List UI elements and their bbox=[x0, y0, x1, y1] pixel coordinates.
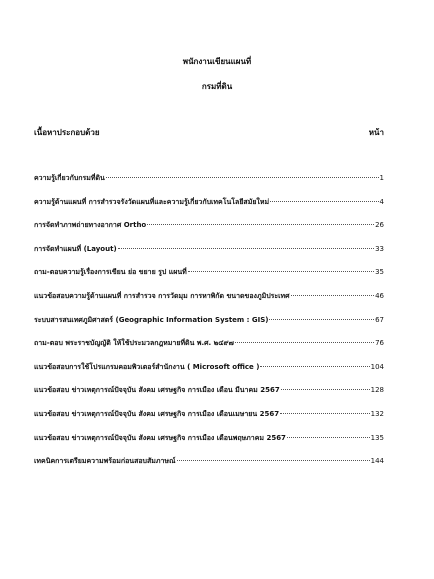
dot-leader bbox=[280, 413, 370, 414]
toc-entry-label: ถาม-ตอบความรู้เรื่องการเขียน ย่อ ขยาย รูป แผนที่ bbox=[34, 268, 187, 277]
dot-leader bbox=[269, 319, 374, 320]
dot-leader bbox=[281, 389, 370, 390]
toc-entry-label: การจัดทำแผนที่ (Layout) bbox=[34, 244, 117, 253]
toc-entry bbox=[34, 197, 384, 221]
page-column-header: หน้า bbox=[368, 128, 384, 137]
toc-entry-label: ความรู้ด้านแผนที่ การสำรวจรังวัดแผนที่และความรู้เกี่ยวกับเทคโนโลยีสมัยใหม่ bbox=[34, 197, 270, 206]
dot-leader bbox=[188, 271, 374, 272]
toc-entry-label: แนวข้อสอบความรู้ด้านแผนที่ การสำรวจ การวัดมุม การหาพิกัด ขนาดของภูมิประเทศ bbox=[34, 291, 290, 300]
toc-entry bbox=[34, 362, 384, 386]
toc-entry bbox=[34, 267, 384, 291]
dot-leader bbox=[177, 460, 370, 461]
toc-entry-page: 144 bbox=[370, 457, 384, 466]
toc-entry bbox=[34, 244, 384, 268]
toc-entry bbox=[34, 338, 384, 362]
document-title: พนักงานเขียนแผนที่ bbox=[182, 57, 252, 66]
toc-entry-page: 128 bbox=[370, 386, 384, 395]
toc-entry-label: การจัดทำภาพถ่ายทางอากาศ Ortho bbox=[34, 221, 147, 230]
toc-entry-page: 104 bbox=[370, 362, 384, 371]
toc-entry-page: 26 bbox=[375, 221, 384, 230]
toc-entry bbox=[34, 433, 384, 457]
toc-entry-label: ระบบสารสนเทศภูมิศาสตร์ (Geographic Information System : GIS) bbox=[34, 315, 269, 324]
contents-header: เนื้อหาประกอบด้วย bbox=[34, 128, 100, 137]
toc-entry-label: แนวข้อสอบการใช้โปรแกรมคอมพิวเตอร์สำนักงาน ( Microsoft office ) bbox=[34, 362, 260, 371]
toc-entry-page: 33 bbox=[375, 244, 384, 253]
toc-entry-label: แนวข้อสอบ ข่าวเหตุการณ์ปัจจุบัน สังคม เศรษฐกิจ การเมือง เดือนเมษายน 2567 bbox=[34, 409, 280, 418]
toc-entry-page: 1 bbox=[379, 174, 384, 182]
toc-entry bbox=[34, 173, 384, 197]
toc-entry-page: 67 bbox=[375, 315, 384, 324]
dot-leader bbox=[118, 248, 374, 249]
toc-entry-label: ถาม-ตอบ พระราชบัญญัติ ให้ใช้ประมวลกฎหมายที่ดิน พ.ศ. ๒๔๙๗ bbox=[34, 339, 234, 348]
toc-entry-label: แนวข้อสอบ ข่าวเหตุการณ์ปัจจุบัน สังคม เศรษฐกิจ การเมือง เดือน มีนาคม 2567 bbox=[34, 386, 280, 395]
toc-entry bbox=[34, 385, 384, 409]
document-subtitle: กรมที่ดิน bbox=[201, 82, 233, 91]
toc-entry-page: 46 bbox=[375, 291, 384, 300]
toc-entry-page: 4 bbox=[379, 197, 384, 206]
toc-entry-page: 35 bbox=[375, 268, 384, 277]
toc-entry-page: 76 bbox=[375, 339, 384, 348]
toc-entry bbox=[34, 291, 384, 315]
dot-leader bbox=[235, 342, 374, 343]
toc-entry-page: 132 bbox=[370, 409, 384, 418]
toc-entry-label: แนวข้อสอบ ข่าวเหตุการณ์ปัจจุบัน สังคม เศรษฐกิจ การเมือง เดือนพฤษภาคม 2567 bbox=[34, 433, 286, 442]
toc-entry bbox=[34, 315, 384, 339]
toc-entry-label: เทคนิคการเตรียมความพร้อมก่อนสอบสัมภาษณ์ bbox=[34, 457, 176, 466]
toc-entry bbox=[34, 409, 384, 433]
dot-leader bbox=[287, 437, 370, 438]
dot-leader bbox=[106, 177, 379, 178]
toc-entry bbox=[34, 456, 384, 480]
toc-entry bbox=[34, 220, 384, 244]
toc-entry-page: 135 bbox=[370, 433, 384, 442]
table-of-contents bbox=[34, 173, 384, 480]
toc-entry-label: ความรู้เกี่ยวกับกรมที่ดิน bbox=[34, 174, 105, 182]
dot-leader bbox=[291, 295, 374, 296]
dot-leader bbox=[260, 366, 369, 367]
dot-leader bbox=[270, 201, 378, 202]
dot-leader bbox=[147, 224, 374, 225]
